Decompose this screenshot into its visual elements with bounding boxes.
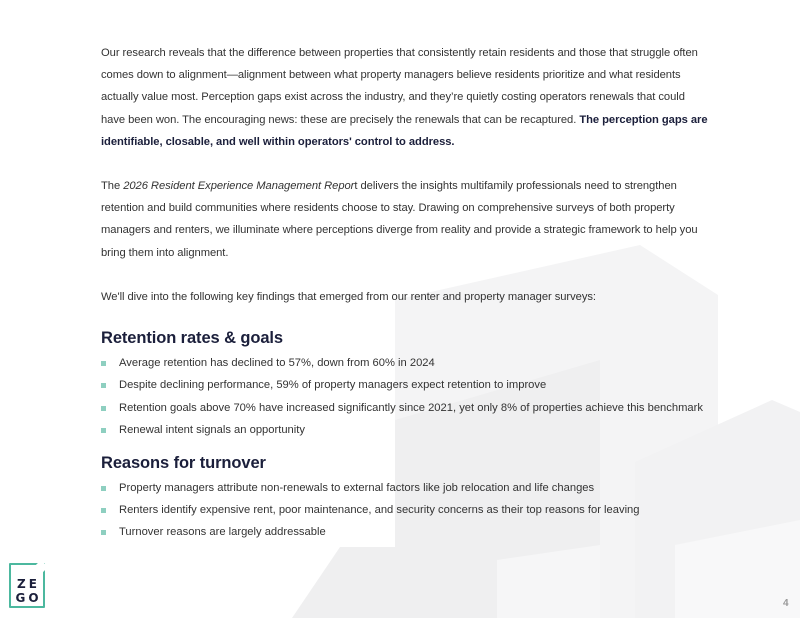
turnover-findings-list [101,477,711,544]
list-item: Average retention has declined to 57%, down from 60% in 2024 [101,352,711,374]
list-item: Retention goals above 70% have increased significantly since 2021, yet only 8% of properties achieve this benchmark [101,397,711,419]
bullet-icon [101,530,106,535]
intro-paragraph-1-bold: The perception gaps are identifiable, closable, and well within operators' control to address. [101,113,708,148]
report-title: 2026 Resident Experience Management Repor [123,180,355,193]
section-heading-retention: Retention rates & goals [101,329,283,348]
retention-findings-list [101,352,711,442]
zego-logo [9,563,45,608]
logo-line-1: ZE [17,577,40,591]
bullet-icon [101,486,106,491]
list-item: Renters identify expensive rent, poor maintenance, and security concerns as their top reasons for leaving [101,499,711,521]
bullet-icon [101,406,106,411]
logo-line-2: GO [15,591,42,605]
intro-paragraph-1: Our research reveals that the difference between properties that consistently retain residents and those that struggle often comes down to alignment—alignment between what property managers believe residents prioritize and what residents actually value most. Perception gaps exist across the industry, and they’re quietly costing operators renewals that could have been won. The encouraging news: these are precisely the renewals that can be recaptured. The perception gaps are identifiable, closable, and well within operators' control to address. [101,47,708,148]
bullet-icon [101,383,106,388]
page-number: 4 [783,598,789,609]
list-item: Despite declining performance, 59% of property managers expect retention to improve [101,374,711,396]
bullet-icon [101,508,106,513]
section-heading-turnover: Reasons for turnover [101,453,266,472]
page-content [101,42,711,544]
list-item: Property managers attribute non-renewals to external factors like job relocation and life changes [101,477,711,499]
bullet-icon [101,361,106,366]
bullet-icon [101,428,106,433]
list-item: Renewal intent signals an opportunity [101,419,711,441]
intro-paragraph-2: The 2026 Resident Experience Management Report delivers the insights multifamily professionals need to strengthen retention and build communities where residents choose to stay. Drawing on comprehensive surveys of both property managers and renters, we illuminate where perceptions diverge from reality and provide a strategic framework to help you bring them into alignment. [101,180,698,259]
intro-paragraph-3: We'll dive into the following key findings that emerged from our renter and property manager surveys: [101,290,596,303]
list-item: Turnover reasons are largely addressable [101,521,711,543]
